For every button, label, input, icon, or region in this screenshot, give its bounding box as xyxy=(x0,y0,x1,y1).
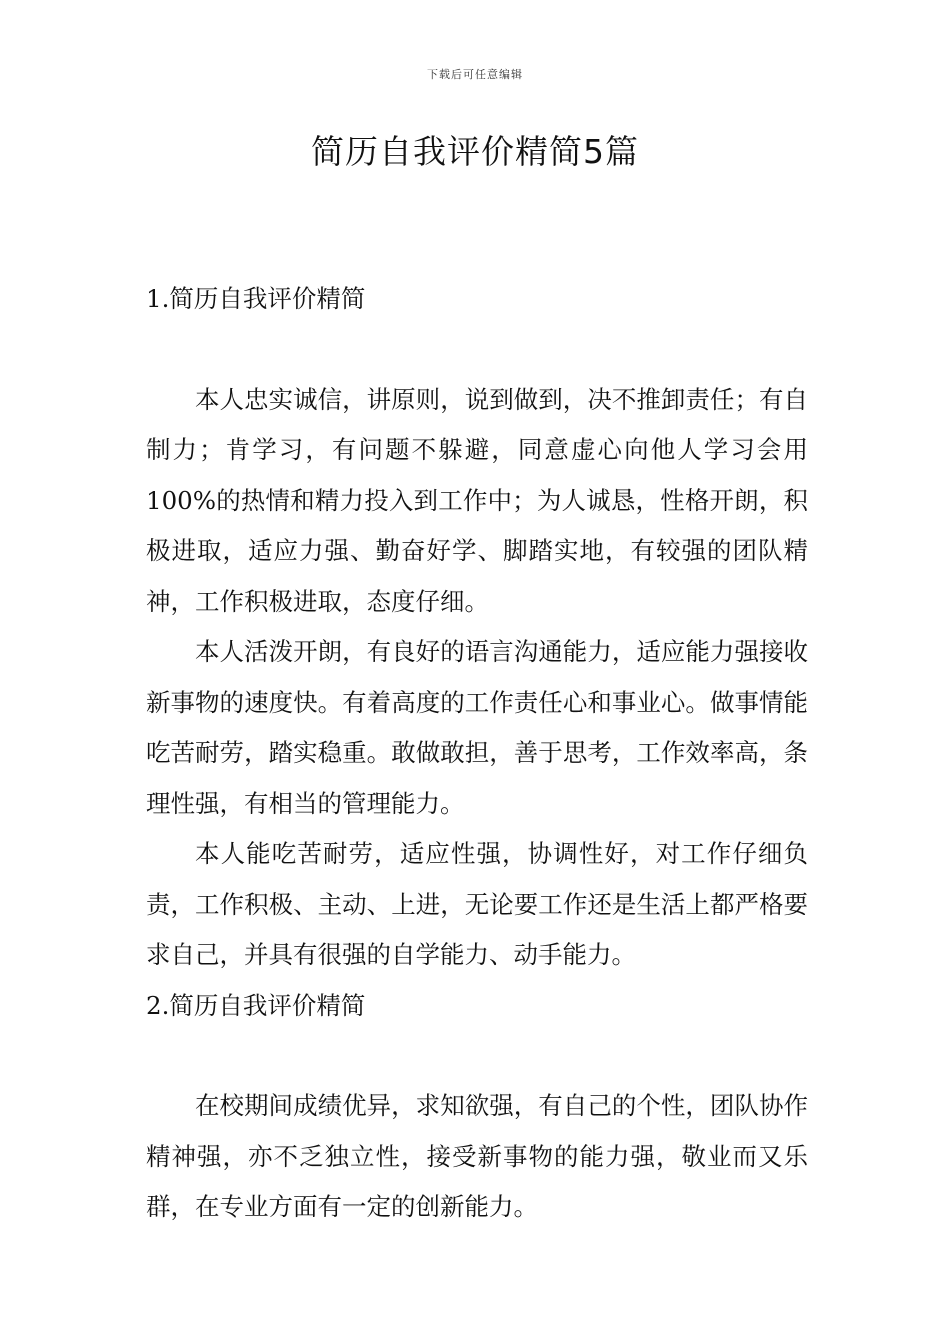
document-body xyxy=(146,274,808,1233)
spacer xyxy=(146,325,808,375)
section-1 xyxy=(146,274,808,981)
paragraph: 本人能吃苦耐劳，适应性强，协调性好，对工作仔细负责，工作积极、主动、上进，无论要工作还是生活上都严格要求自己，并具有很强的自学能力、动手能力。 xyxy=(146,839,808,969)
section-2 xyxy=(146,981,808,1233)
paragraph: 在校期间成绩优异，求知欲强，有自己的个性，团队协作精神强，亦不乏独立性，接受新事物的能力强，敬业而又乐群，在专业方面有一定的创新能力。 xyxy=(146,1091,808,1221)
spacer xyxy=(146,1031,808,1081)
section-heading: 2.简历自我评价精简 xyxy=(146,990,366,1020)
header-note: 下载后可任意编辑 xyxy=(427,68,523,81)
document-title: 简历自我评价精简5篇 xyxy=(311,132,639,171)
paragraph: 本人忠实诚信，讲原则，说到做到，决不推卸责任；有自制力；肯学习，有问题不躲避，同意虚心向他人学习会用100%的热情和精力投入到工作中；为人诚恳，性格开朗，积极进取，适应力强、勤奋好学、脚踏实地，有较强的团队精神，工作积极进取，态度仔细。 xyxy=(146,384,808,616)
paragraph: 本人活泼开朗，有良好的语言沟通能力，适应能力强接收新事物的速度快。有着高度的工作责任心和事业心。做事情能吃苦耐劳，踏实稳重。敢做敢担，善于思考，工作效率高，条理性强，有相当的管理能力。 xyxy=(146,637,808,818)
section-heading: 1.简历自我评价精简 xyxy=(146,284,366,313)
